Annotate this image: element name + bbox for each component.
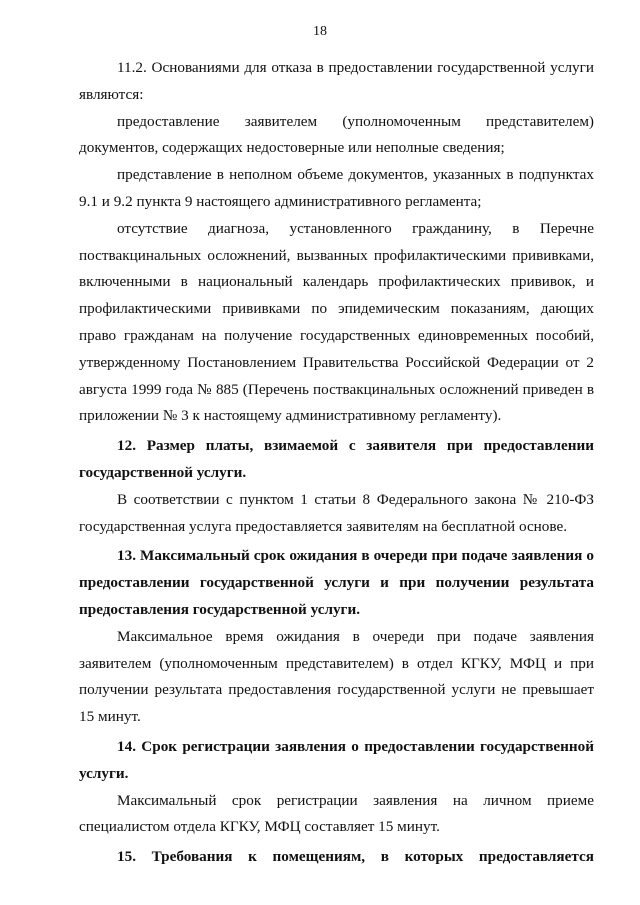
- heading-section-15: 15. Требования к помещениям, в которых предоставляется: [117, 848, 594, 866]
- paragraph-section-12-body: В соответствии с пунктом 1 статьи 8 Федерального закона № 210-ФЗ государственная услуга предоставляется заявителям на бесплатной основе.: [79, 490, 594, 535]
- paragraph-11-2-intro: 11.2. Основаниями для отказа в предоставлении государственной услуги являются:: [79, 59, 594, 103]
- page-number: 18: [313, 24, 327, 39]
- paragraph-refusal-ground-2: представление в неполном объеме документов, указанных в подпунктах 9.1 и 9.2 пункта 9 настоящего административного регламента;: [79, 166, 594, 210]
- document-body: [79, 55, 594, 871]
- paragraph-section-13-body: Максимальное время ожидания в очереди при подаче заявления заявителем (уполномоченным представителем) в отдел КГКУ, МФЦ и при получении результата предоставления государственной услуги не превышает 15 минут.: [79, 627, 594, 726]
- heading-section-13: 13. Максимальный срок ожидания в очереди при подаче заявления о предоставлении государственной услуги и при получении результата предоставления государственной услуги.: [79, 547, 594, 618]
- heading-section-12: 12. Размер платы, взимаемой с заявителя при предоставлении государственной услуги.: [79, 437, 594, 481]
- heading-section-14: 14. Срок регистрации заявления о предоставлении государственной услуги.: [79, 737, 594, 782]
- paragraph-refusal-ground-1: предоставление заявителем (уполномоченным представителем) документов, содержащих недостоверные или неполные сведения;: [79, 112, 594, 157]
- paragraph-section-14-body: Максимальный срок регистрации заявления на личном приеме специалистом отдела КГКУ, МФЦ составляет 15 минут.: [79, 791, 594, 836]
- paragraph-refusal-ground-3: отсутствие диагноза, установленного гражданину, в Перечне поствакцинальных осложнений, вызванных профилактическими прививками, включенными в национальный календарь профилактических прививок, и профилактическими прививками по эпидемическим показаниям, дающих право гражданам на получение государственных единовременных пособий, утвержденному Постановлением Правительства Российской Федерации от 2 августа 1999 года № 885 (Перечень поствакцинальных осложнений приведен в приложении № 3 к настоящему административному регламенту).: [79, 219, 594, 425]
